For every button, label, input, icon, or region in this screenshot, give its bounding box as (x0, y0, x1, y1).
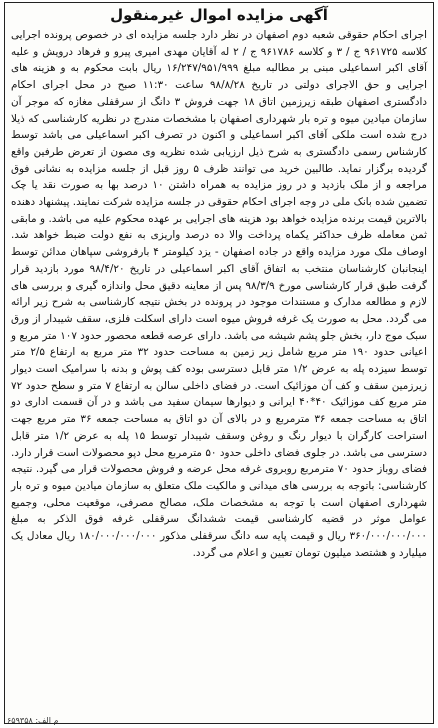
notice-body: اجرای احکام حقوقی شعبه دوم اصفهان در نظر دارد جلسه مزایده ای در خصوص پرونده اجرایی کلاسه ۹۶۱۷۲۵ ج / ۳ و کلاسه ۹۶۱۷۸۶ ج / ۲ له آقایان مهدی امیری پیرو و فرهاد درویش و علیه آقای اکبر اسماعیلی مبنی بر مطالبه مبلغ ۱۶/۲۴۷/۹۵۱/۹۹۹ ریال بابت محکوم به و هزینه های اجرایی و حق الاجرای دولتی در تاریخ ۹۸/۸/۲۸ ساعت ۱۱:۳۰ صبح در محل اجرای احکام دادگستری اصفهان طبقه زیرزمین اتاق ۱۸ جهت فروش ۳ دانگ از سرقفلی مغازه که موجر آن سازمان میادین میوه و تره بار شهرداری اصفهان با مشخصات مندرج در نظریه کارشناسی که ذیلا درج شده است ملکی آقای اکبر اسماعیلی و اکنون در تصرف اکبر اسماعیلی می باشد توسط کارشناس رسمی دادگستری به شرح ذیل ارزیابی شده نظریه وی مصون از تعرض طرفین واقع گردیده برگزار نماید. طالبین خرید می توانند ظرف ۵ روز قبل از جلسه مزایده به نشانی فوق مراجعه و از ملک بازدید و در روز مزایده به همراه داشتن ۱۰ درصد بها به صورت نقد یا چک تضمین شده بانک ملی در وجه اجرای احکام حقوقی در جلسه مزایده شرکت نمایند. پیشنهاد دهنده بالاترین قیمت برنده مزایده خواهد بود هزینه های اجرایی بر عهده محکوم علیه می باشد. و مابقی ثمن معامله ظرف حداکثر یکماه پرداخت والا ده درصد واریزی به نفع دولت ضبط خواهد شد. اوصاف ملک مورد مزایده واقع در جاده اصفهان - یزد کیلومتر ۴ بارفروشی سپاهان مدائن توسط اینجانبان کارشناسان منتخب به اتفاق آقای اکبر اسماعیلی در تاریخ ۹۸/۴/۲۰ مورد بازدید قرار گرفت طبق قرار کارشناسی مورخ ۹۸/۳/۹ پس از معاینه دقیق محل واندازه گیری و بررسی های لازم و مطالعه مدارک و مستندات موجود در پرونده در بخش نتیجه کارشناسی به شرح زیر ارائه می گردد. محل به صورت یک غرفه فروش میوه است دارای اسکلت فلزی، سقف شیبدار از ورق سبک موج دار، بخش جلو پشم شیشه می باشد. دارای عرصه قطعه محصور حدود ۱۰۷ متر مربع و اعیانی حدود ۱۹۰ متر مربع شامل زیر زمین به مساحت حدود ۳۲ متر مربع به ارتفاع ۲/۵ متر توسط سیزده پله به عرض ۱/۲ متر قابل دسترسی بوده کف پوش و بدنه با سرامیک است دیوار زیرزمین سقف و کف آن موزائیک است. در فضای داخلی سالن به ارتفاع ۷ متر و سطح حدود ۷۲ متر مربع کف موزائیک ۴۰*۴۰ ایرانی و دیوارها سیمان سفید می باشد و در آن قسمت اداری دو اتاق به مساحت جمعه ۳۶ مترمربع و در بالای آن دو اتاق به مساحت جمعه ۳۶ متر مربع جهت استراحت کارگران با دیوار رنگ و روغن وسقف شیبدار توسط ۱۵ پله به عرض ۱/۲ متر قابل دسترسی می باشد. در جلوی فضای داخلی حدود ۵۰ مترمربع محل دپو محصولات است قرار دارد. فضای روباز حدود ۷۰ مترمربع روبروی غرفه محل عرضه و فروش محصولات قرار می گیرد. نتیجه کارشناسی: باتوجه به بررسی های میدانی و مالکیت ملک متعلق به سازمان میادین میوه و تره بار شهرداری اصفهان است با توجه به مشخصات ملک، مصالح مصرفی، موقعیت محلی، وجمیع عوامل موثر در قضیه کارشناسی قیمت ششدانگ سرقفلی غرفه فوق الذکر به مبلغ ۳۶۰/۰۰۰/۰۰۰/۰۰۰ ریال و قیمت پایه سه دانگ سرقفلی مذکور ۱۸۰/۰۰۰/۰۰۰/۰۰۰ ریال معادل یک میلیارد و هشتصد میلیون تومان تعیین و اعلام می گردد. (11, 29, 428, 559)
notice-footer: م الف: ۶۵۹۳۵۸ (7, 716, 59, 725)
auction-notice (4, 2, 434, 724)
notice-title: آگهی مزایده اموال غیرمنقول (110, 6, 328, 24)
